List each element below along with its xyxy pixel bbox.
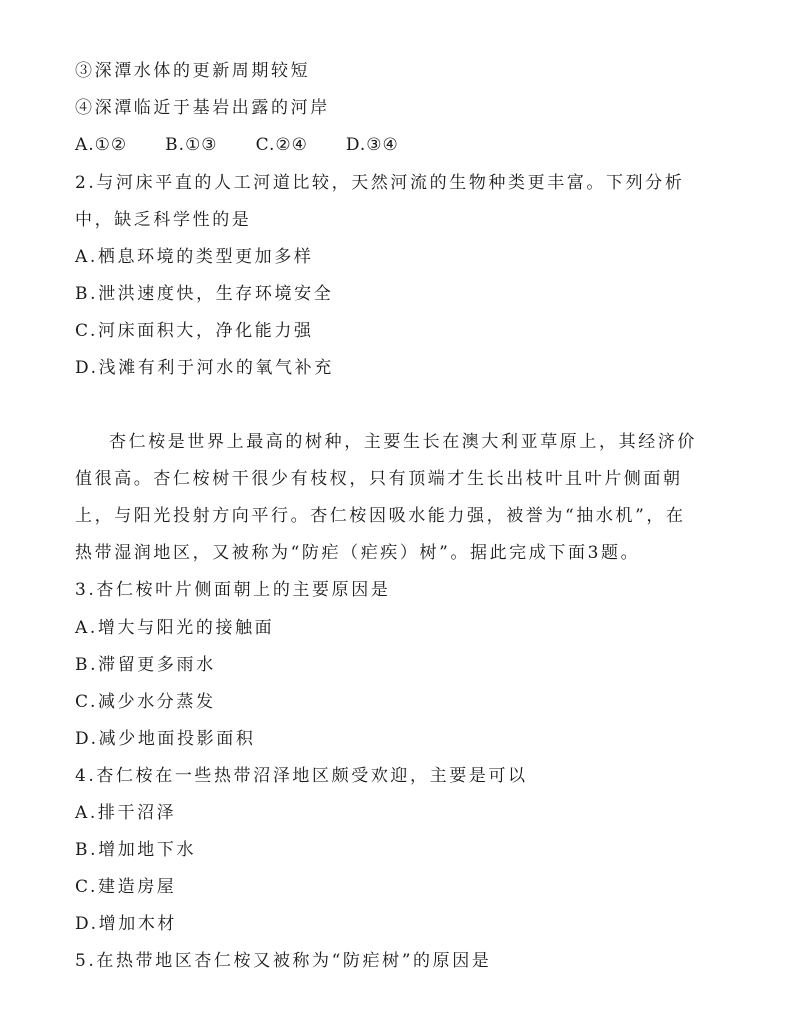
q4-stem: 4.杏仁桉在一些热带沼泽地区颇受欢迎，主要是可以 [75,766,528,786]
q3-option-d: D.减少地面投影面积 [75,729,256,749]
passage-line3: 上，与阳光投射方向平行。杏仁桉因吸水能力强，被誉为“抽水机”，在 [75,506,686,526]
passage-line4: 热带湿润地区，又被称为“防疟（疟疾）树”。据此完成下面3题。 [75,543,641,563]
q4-option-a: A.排干沼泽 [75,803,177,823]
q1-option-b: B.①③ [165,135,218,155]
q4-option-b: B.增加地下水 [75,840,197,860]
q2-option-b: B.泄洪速度快，生存环境安全 [75,284,334,304]
q3-stem: 3.杏仁桉叶片侧面朝上的主要原因是 [75,580,391,600]
q4-option-c: C.建造房屋 [75,877,177,897]
q2-option-a: A.栖息环境的类型更加多样 [75,247,314,267]
q3-option-b: B.滞留更多雨水 [75,655,216,675]
passage-line2: 值很高。杏仁桉树干很少有枝杈，只有顶端才生长出枝叶且叶片侧面朝 [75,469,683,489]
q1-statement-4: ④深潭临近于基岩出露的河岸 [75,98,330,118]
q5-stem: 5.在热带地区杏仁桉又被称为“防疟树”的原因是 [75,951,492,971]
q1-statement-3: ③深潭水体的更新周期较短 [75,61,311,81]
q4-option-d: D.增加木材 [75,914,178,934]
q2-stem-line2: 中，缺乏科学性的是 [75,210,252,230]
q3-option-a: A.增大与阳光的接触面 [75,618,275,638]
q1-option-a: A.①② [75,135,128,155]
q2-stem-line1: 2.与河床平直的人工河道比较，天然河流的生物种类更丰富。下列分析 [75,173,685,193]
q2-option-c: C.河床面积大，净化能力强 [75,321,314,341]
q1-options [75,134,437,156]
q1-option-d: D.③④ [345,135,399,155]
q1-option-c: C.②④ [255,135,308,155]
q3-option-c: C.减少水分蒸发 [75,692,216,712]
passage-line1: 杏仁桉是世界上最高的树种，主要生长在澳大利亚草原上，其经济价 [109,432,697,452]
q2-option-d: D.浅滩有利于河水的氧气补充 [75,358,334,378]
